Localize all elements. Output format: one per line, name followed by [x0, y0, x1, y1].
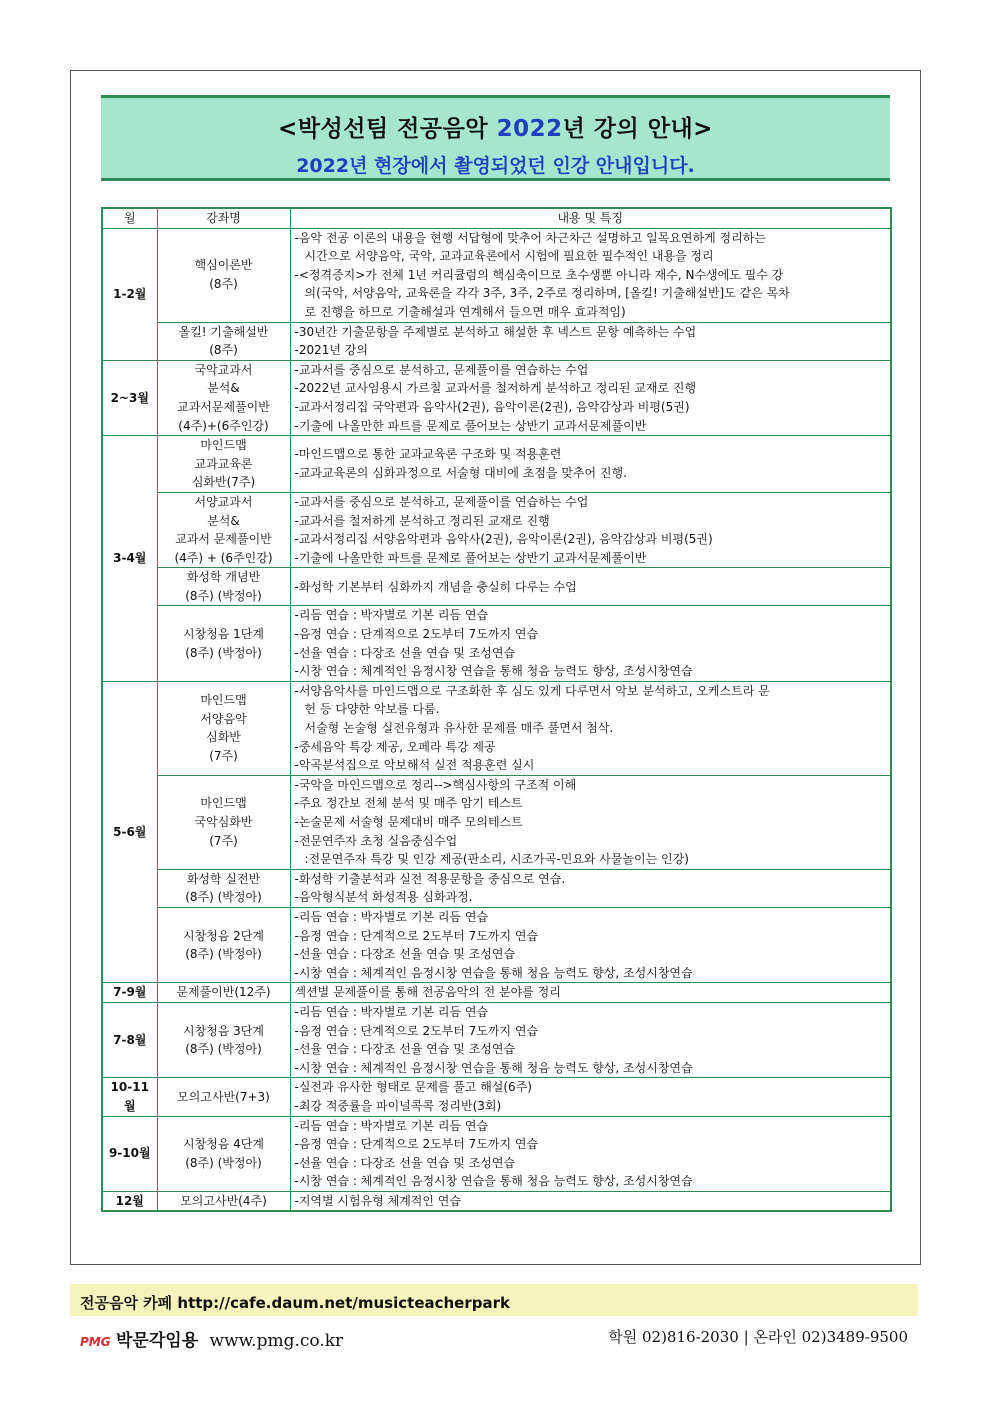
content-cell: [290, 492, 891, 567]
content-cell: [290, 1078, 891, 1116]
content-line: -서양음악사를 마인드맵으로 구조화한 후 심도 있게 다루면서 악보 분석하고, 오케스트라 문: [294, 683, 770, 698]
content-cell: [290, 228, 891, 322]
table-row: [102, 775, 891, 869]
content-cell: [290, 983, 891, 1003]
content-line: 시간으로 서양음악, 국악, 교과교육론에서 시험에 필요한 필수적인 내용을 정리: [304, 249, 714, 264]
course-cell: [157, 1191, 290, 1211]
course-cell: [157, 606, 290, 681]
course-name-line: 마인드맵: [200, 438, 247, 453]
course-name-line: 국악심화반: [194, 815, 253, 829]
content-cell: [290, 1116, 891, 1191]
content-line: -최강 적중률을 파이널콕콕 정리반(3회): [294, 1098, 502, 1113]
course-name-line: (8주) (박정아): [185, 645, 262, 660]
content-line: -음정 연습 : 단계적으로 2도부터 7도까지 연습: [294, 1137, 539, 1152]
table-row: [102, 228, 891, 322]
course-name-line: 모의고사반(4주): [180, 1193, 267, 1208]
content-line: -리듬 연습 : 박자별로 기본 리듬 연습: [294, 1118, 489, 1133]
content-cell: [290, 1191, 891, 1211]
content-line: -선율 연습 : 다장조 선율 연습 및 조성연습: [294, 1155, 516, 1170]
table-row: [102, 322, 891, 360]
course-name-line: (4주) + (6주인강): [174, 550, 273, 565]
header-content: 내용 및 특징: [290, 208, 891, 228]
content-line: -화성학 기출분석과 실전 적용문항을 중심으로 연습.: [294, 871, 566, 886]
table-row: [102, 1191, 891, 1211]
content-line: -교과서를 중심으로 분석하고, 문제풀이를 연습하는 수업: [294, 494, 589, 509]
month-cell: 12월: [102, 1191, 157, 1211]
month-cell: 5-6월: [102, 681, 157, 983]
content-line: -기출에 나올만한 파트를 문제로 풀어보는 상반기 교과서문제풀이반: [294, 418, 647, 433]
table-row: [102, 1078, 891, 1116]
course-name-line: 서양교과서: [194, 494, 253, 509]
website-link[interactable]: www.pmg.co.kr: [209, 1331, 344, 1351]
content-cell: [290, 1002, 891, 1077]
course-name-line: (8주): [209, 343, 238, 358]
course-name-line: (4주)+(6주인강): [178, 418, 269, 433]
pmg-logo: PMG: [80, 1335, 111, 1349]
content-line: -리듬 연습 : 박자별로 기본 리듬 연습: [294, 909, 489, 924]
content-line: -음악형식분석 화성적용 심화과정.: [294, 890, 473, 905]
content-line: 헌 등 다양한 악보를 다룸.: [304, 702, 440, 717]
course-name-line: (8주) (박정아): [185, 588, 262, 603]
course-name-line: 서양음악: [200, 711, 247, 726]
course-name-line: 시창청음 3단계: [182, 1023, 264, 1038]
banner-title: <박성선팀 전공음악 2022년 강의 안내>: [278, 116, 713, 142]
banner-subtitle: 2022년 현장에서 촬영되었던 인강 안내입니다.: [296, 155, 695, 177]
content-line: -화성학 기본부터 심화까지 개념을 충실히 다루는 수업: [294, 579, 577, 594]
schedule-table: [101, 207, 892, 1212]
content-line: -교과교육론의 심화과정으로 서술형 대비에 초점을 맞추어 진행.: [294, 466, 627, 481]
course-cell: [157, 436, 290, 493]
table-row: [102, 492, 891, 567]
course-name-line: 교과서문제풀이반: [177, 399, 270, 414]
content-line: -교과서정리집 국악편과 음악사(2권), 음악이론(2권), 음악감상과 비평(5권): [294, 399, 690, 414]
content-line: -음정 연습 : 단계적으로 2도부터 7도까지 연습: [294, 627, 539, 642]
content-cell: [290, 568, 891, 606]
content-line: -교과서정리집 서양음악편과 음악사(2권), 음악이론(2권), 음악감상과 비평(5권): [294, 532, 713, 547]
content-line: -음정 연습 : 단계적으로 2도부터 7도까지 연습: [294, 1023, 539, 1038]
course-cell: [157, 983, 290, 1003]
content-line: -2021년 강의: [294, 343, 368, 358]
table-row: [102, 436, 891, 493]
course-name-line: 교과교육론: [194, 456, 253, 471]
content-line: -전문연주자 초청 실음중심수업: [294, 833, 458, 848]
course-cell: [157, 1002, 290, 1077]
content-cell: [290, 869, 891, 907]
content-line: -선율 연습 : 다장조 선율 연습 및 조성연습: [294, 1042, 516, 1057]
content-line: -악곡분석집으로 악보해석 실전 적용훈련 실시: [294, 758, 535, 773]
content-line: -선율 연습 : 다장조 선율 연습 및 조성연습: [294, 947, 516, 962]
month-cell: 3-4월: [102, 436, 157, 682]
content-cell: [290, 907, 891, 982]
content-cell: [290, 436, 891, 493]
content-line: -기출에 나올만한 파트를 문제로 풀어보는 상반기 교과서문제풀이반: [294, 550, 647, 565]
course-name-line: 시창청음 2단계: [182, 928, 264, 943]
table-row: [102, 869, 891, 907]
content-line: :전문연주자 특강 및 인강 제공(판소리, 시조가곡-민요와 사물놀이는 인강): [304, 852, 689, 867]
month-cell: 7-8월: [102, 1002, 157, 1077]
table-row: [102, 1002, 891, 1077]
course-cell: [157, 681, 290, 775]
content-line: -지역별 시험유형 체계적인 연습: [294, 1193, 461, 1208]
course-name-line: 시창청음 4단계: [182, 1137, 264, 1152]
content-line: 서술형 논술형 실전유형과 유사한 문제를 매주 풀면서 첨삭.: [304, 721, 614, 736]
month-cell: 1-2월: [102, 228, 157, 360]
content-line: -주요 정간보 전체 분석 및 매주 암기 테스트: [294, 796, 523, 811]
month-cell: 9-10월: [102, 1116, 157, 1191]
content-line: -리듬 연습 : 박자별로 기본 리듬 연습: [294, 608, 489, 623]
content-line: -국악을 마인드맵으로 정리-->핵심사항의 구조적 이해: [294, 777, 577, 792]
content-line: -<정격증지>가 전체 1년 커리큘럼의 핵심축이므로 초수생뿐 아니라 재수, N수생에도 필수 강: [294, 267, 784, 282]
title-banner: [101, 95, 890, 181]
table-row: [102, 568, 891, 606]
table-row: [102, 360, 891, 435]
table-header-row: [102, 208, 891, 228]
phone-numbers: 학원 02)816-2030 | 온라인 02)3489-9500: [608, 1328, 908, 1346]
course-name-line: 시창청음 1단계: [182, 627, 264, 642]
table-row: [102, 606, 891, 681]
content-line: -리듬 연습 : 박자별로 기본 리듬 연습: [294, 1004, 489, 1019]
course-cell: [157, 322, 290, 360]
cafe-link-bar[interactable]: 전공음악 카페 http://cafe.daum.net/musicteacherpark: [70, 1284, 918, 1316]
table-row: [102, 983, 891, 1003]
content-line: -교과서를 철저하게 분석하고 정리된 교재로 진행: [294, 513, 550, 528]
brand-name: 박문각임용: [116, 1331, 199, 1351]
course-name-line: (8주) (박정아): [185, 1155, 262, 1170]
course-name-line: (8주) (박정아): [185, 890, 262, 905]
month-cell: 2~3월: [102, 360, 157, 435]
course-name-line: 화성학 개념반: [186, 570, 261, 585]
content-cell: [290, 606, 891, 681]
content-cell: [290, 322, 891, 360]
course-cell: [157, 775, 290, 869]
month-cell: 10-11월: [102, 1078, 157, 1116]
course-name-line: (8주) (박정아): [185, 1042, 262, 1057]
course-name-line: 마인드맵: [200, 796, 247, 811]
content-line: 섹션별 문제풀이를 통해 전공음악의 전 분야를 정리: [294, 985, 561, 1000]
course-cell: [157, 907, 290, 982]
course-name-line: (7주): [209, 748, 238, 763]
content-line: -음악 전공 이론의 내용을 현행 서답형에 맞추어 차근차근 설명하고 일목요연하게 정리하는: [294, 230, 766, 245]
course-name-line: (8주): [209, 277, 238, 292]
course-name-line: 분석&: [207, 381, 240, 396]
course-name-line: 심화반: [206, 730, 241, 745]
course-name-line: 문제풀이반(12주): [176, 985, 271, 1000]
table-row: [102, 1116, 891, 1191]
content-line: 의(국악, 서양음악, 교육론을 각각 3주, 3주, 2주로 정리하며, [올킬! 기출해설반]도 같은 목차: [304, 286, 790, 301]
content-line: -선율 연습 : 다장조 선율 연습 및 조성연습: [294, 645, 516, 660]
content-line: -실전과 유사한 형태로 문제를 풀고 해설(6주): [294, 1080, 532, 1095]
content-line: -마인드맵으로 통한 교과교육론 구조화 및 적용훈련: [294, 447, 562, 462]
content-line: -시창 연습 : 체계적인 음정시창 연습을 통해 청음 능력도 향상, 조성시창연습: [294, 1060, 693, 1075]
content-line: -시창 연습 : 체계적인 음정시창 연습을 통해 청음 능력도 향상, 조성시창연습: [294, 965, 693, 980]
course-cell: [157, 1116, 290, 1191]
course-cell: [157, 228, 290, 322]
course-name-line: 모의고사반(7+3): [177, 1089, 270, 1104]
course-name-line: 핵심이론반: [194, 258, 253, 273]
content-line: -시창 연습 : 체계적인 음정시창 연습을 통해 청음 능력도 향상, 조성시창연습: [294, 664, 693, 679]
table-row: [102, 907, 891, 982]
publisher-block: [80, 1326, 343, 1351]
course-name-line: 마인드맵: [200, 693, 247, 708]
content-line: -시창 연습 : 체계적인 음정시창 연습을 통해 청음 능력도 향상, 조성시창연습: [294, 1174, 693, 1189]
course-cell: [157, 869, 290, 907]
course-cell: [157, 360, 290, 435]
course-name-line: 분석&: [207, 513, 240, 528]
content-cell: [290, 681, 891, 775]
table-body: [102, 228, 891, 1211]
course-name-line: 교과서 문제풀이반: [175, 532, 272, 547]
content-line: -중세음악 특강 제공, 오페라 특강 제공: [294, 739, 496, 754]
content-line: -30년간 기출문항을 주제별로 분석하고 해설한 후 넥스트 문항 예측하는 수업: [294, 324, 697, 339]
header-month: 월: [102, 208, 157, 228]
course-cell: [157, 492, 290, 567]
course-cell: [157, 1078, 290, 1116]
header-course: 강좌명: [157, 208, 290, 228]
course-name-line: 올킬! 기출해설반: [178, 324, 269, 339]
course-name-line: 화성학 실전반: [186, 871, 261, 886]
course-cell: [157, 568, 290, 606]
content-line: -논술문제 서술형 문제대비 매주 모의테스트: [294, 815, 523, 829]
course-name-line: 국악교과서: [194, 362, 253, 377]
course-name-line: (8주) (박정아): [185, 947, 262, 962]
content-cell: [290, 360, 891, 435]
course-name-line: (7주): [209, 833, 238, 848]
content-line: -음정 연습 : 단계적으로 2도부터 7도까지 연습: [294, 928, 539, 943]
course-name-line: 심화반(7주): [191, 475, 256, 490]
content-line: -2022년 교사임용시 가르칠 교과서를 철저하게 분석하고 정리된 교재로 진행: [294, 381, 697, 396]
content-cell: [290, 775, 891, 869]
table-row: [102, 681, 891, 775]
month-cell: 7-9월: [102, 983, 157, 1003]
content-line: -교과서를 중심으로 분석하고, 문제풀이를 연습하는 수업: [294, 362, 589, 377]
content-line: 로 진행을 하므로 기출해설과 연계해서 들으면 매우 효과적임): [304, 304, 626, 319]
